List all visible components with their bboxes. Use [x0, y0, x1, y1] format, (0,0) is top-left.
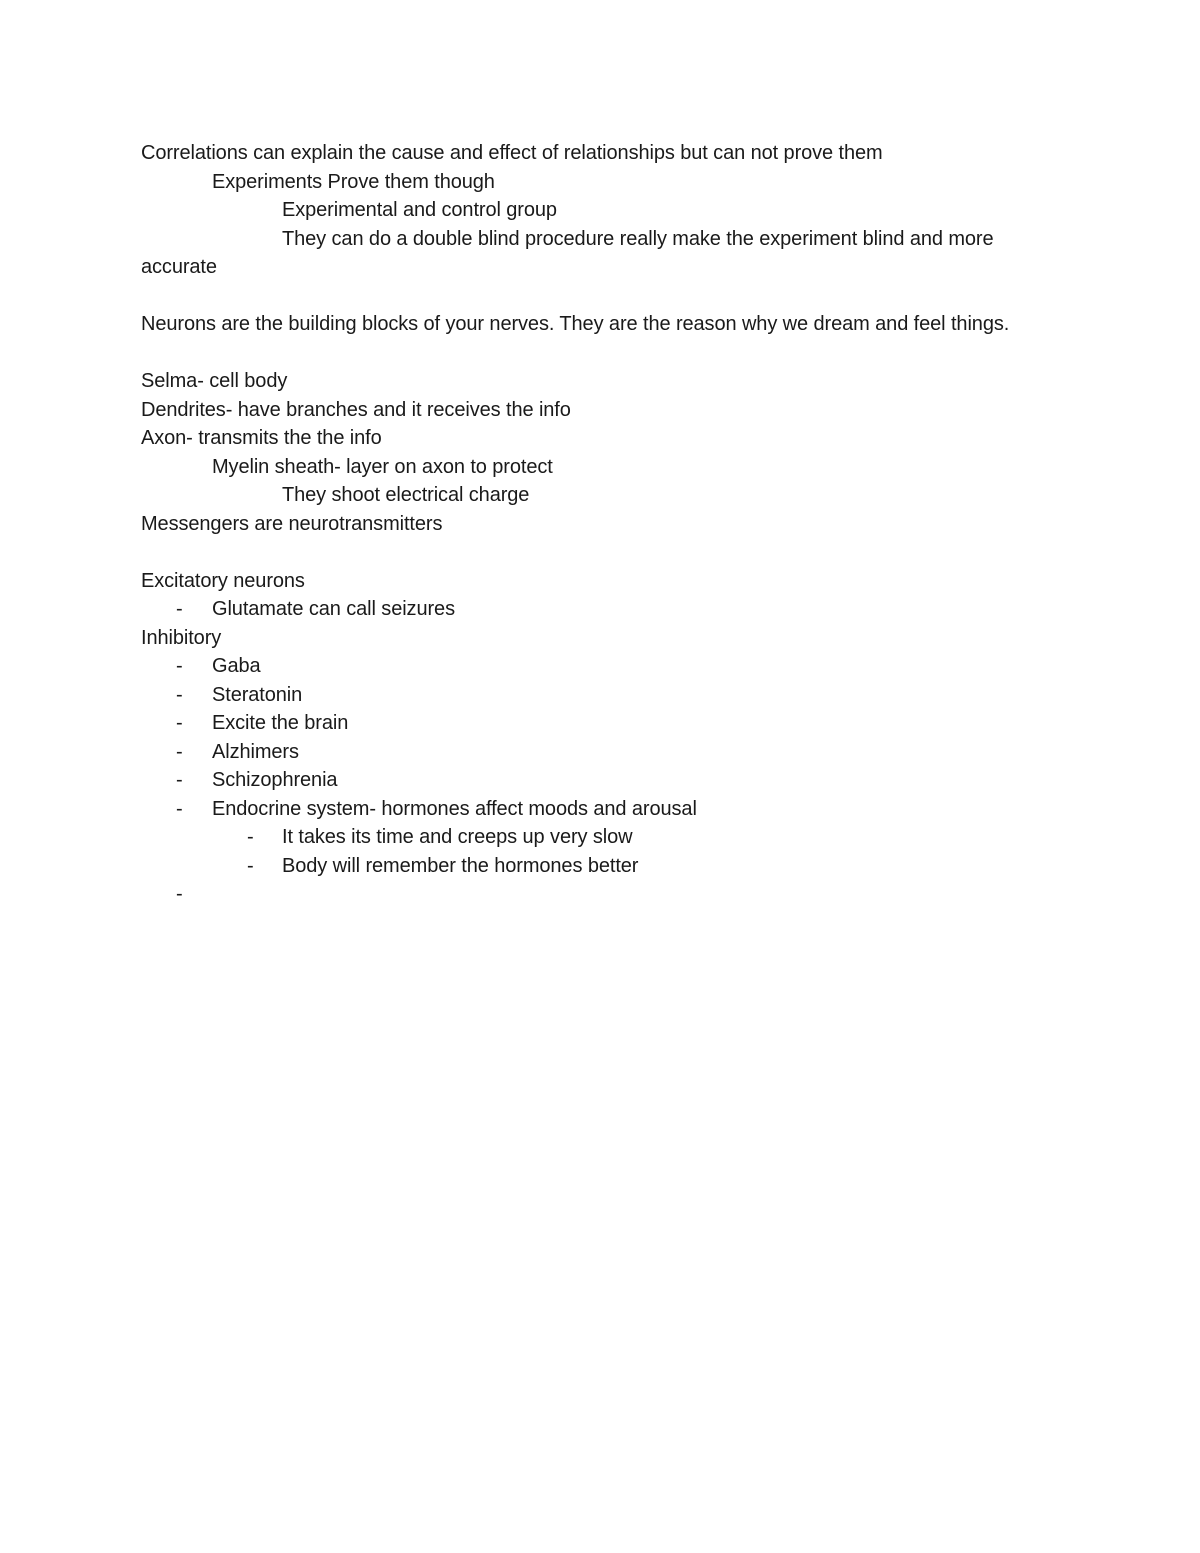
sub-list-item	[141, 823, 1071, 852]
sub-list-item-text: It takes its time and creeps up very slow	[282, 826, 633, 848]
line-messengers: Messengers are neurotransmitters	[141, 512, 443, 535]
blank-line	[141, 339, 1071, 368]
list-item-text: Gaba	[212, 655, 261, 677]
heading-excitatory: Excitatory neurons	[141, 569, 305, 592]
sub-list-item-text: Body will remember the hormones better	[282, 854, 639, 877]
bullet-dash: -	[247, 826, 254, 848]
sub-list-item	[141, 852, 1071, 881]
list-item-text: Alzhimers	[212, 740, 299, 763]
paragraph-neurons: Neurons are the building blocks of your nerves. They are the reason why we dream and feel things.	[141, 313, 1010, 335]
list-item	[141, 795, 1071, 824]
bullet-dash: -	[247, 854, 254, 877]
line-axon: Axon- transmits the the info	[141, 427, 382, 449]
paragraph-double-blind: They can do a double blind procedure really make the experiment blind and more accurate	[141, 227, 994, 278]
list-item	[141, 738, 1071, 767]
list-item-text: Schizophrenia	[212, 769, 338, 791]
list-item-text: Steratonin	[212, 683, 303, 706]
list-item	[141, 595, 1071, 624]
blank-line	[141, 282, 1071, 311]
blank-line	[141, 538, 1071, 567]
line-dendrites: Dendrites- have branches and it receives the info	[141, 398, 571, 421]
bullet-dash: -	[176, 655, 183, 677]
bullet-dash: -	[176, 740, 183, 763]
list-item	[141, 681, 1071, 710]
line-selma: Selma- cell body	[141, 370, 288, 392]
paragraph-correlations: Correlations can explain the cause and effect of relationships but can not prove them	[141, 142, 883, 164]
list-item-text: Excite the brain	[212, 712, 349, 734]
line-electrical-charge: They shoot electrical charge	[282, 484, 530, 506]
bullet-dash: -	[176, 598, 183, 620]
bullet-dash: -	[176, 769, 183, 791]
paragraph-experimental-control: Experimental and control group	[282, 199, 557, 221]
bullet-dash: -	[176, 797, 183, 820]
list-item-text: Glutamate can call seizures	[212, 598, 455, 620]
line-myelin: Myelin sheath- layer on axon to protect	[212, 455, 553, 478]
heading-inhibitory: Inhibitory	[141, 626, 222, 649]
bullet-dash: -	[176, 883, 183, 905]
list-item-text: Endocrine system- hormones affect moods and arousal	[212, 797, 697, 820]
bullet-dash: -	[176, 683, 183, 706]
list-item	[141, 652, 1071, 681]
document-body	[141, 139, 1071, 909]
list-item	[141, 709, 1071, 738]
list-item	[141, 766, 1071, 795]
paragraph-experiments: Experiments Prove them though	[212, 170, 495, 193]
empty-list-item	[141, 880, 1071, 909]
bullet-dash: -	[176, 712, 183, 734]
